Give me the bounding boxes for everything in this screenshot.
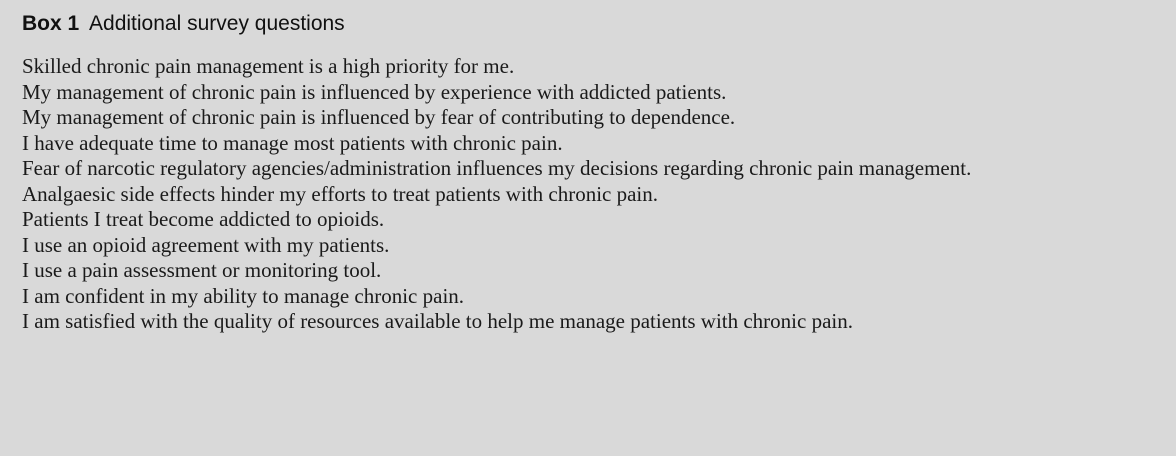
question-item: Fear of narcotic regulatory agencies/administration influences my decisions regarding chronic pain management. <box>22 156 972 180</box>
question-item: I am satisfied with the quality of resources available to help me manage patients with chronic pain. <box>22 309 853 333</box>
question-item: I have adequate time to manage most patients with chronic pain. <box>22 130 563 155</box>
question-item: I use a pain assessment or monitoring tool. <box>22 258 382 282</box>
question-item: Analgaesic side effects hinder my efforts to treat patients with chronic pain. <box>22 181 659 206</box>
box-header <box>22 7 1154 41</box>
box-title: Additional survey questions <box>89 12 345 35</box>
box-label: Box 1 <box>22 12 80 35</box>
question-item: My management of chronic pain is influenced by fear of contributing to dependence. <box>22 105 736 129</box>
question-item: My management of chronic pain is influenced by experience with addicted patients. <box>22 79 727 104</box>
question-list <box>22 54 1154 335</box>
question-item: Skilled chronic pain management is a high priority for me. <box>22 54 515 78</box>
question-item: I use an opioid agreement with my patients. <box>22 232 390 257</box>
question-item: Patients I treat become addicted to opioids. <box>22 207 385 231</box>
question-item: I am confident in my ability to manage chronic pain. <box>22 283 465 308</box>
